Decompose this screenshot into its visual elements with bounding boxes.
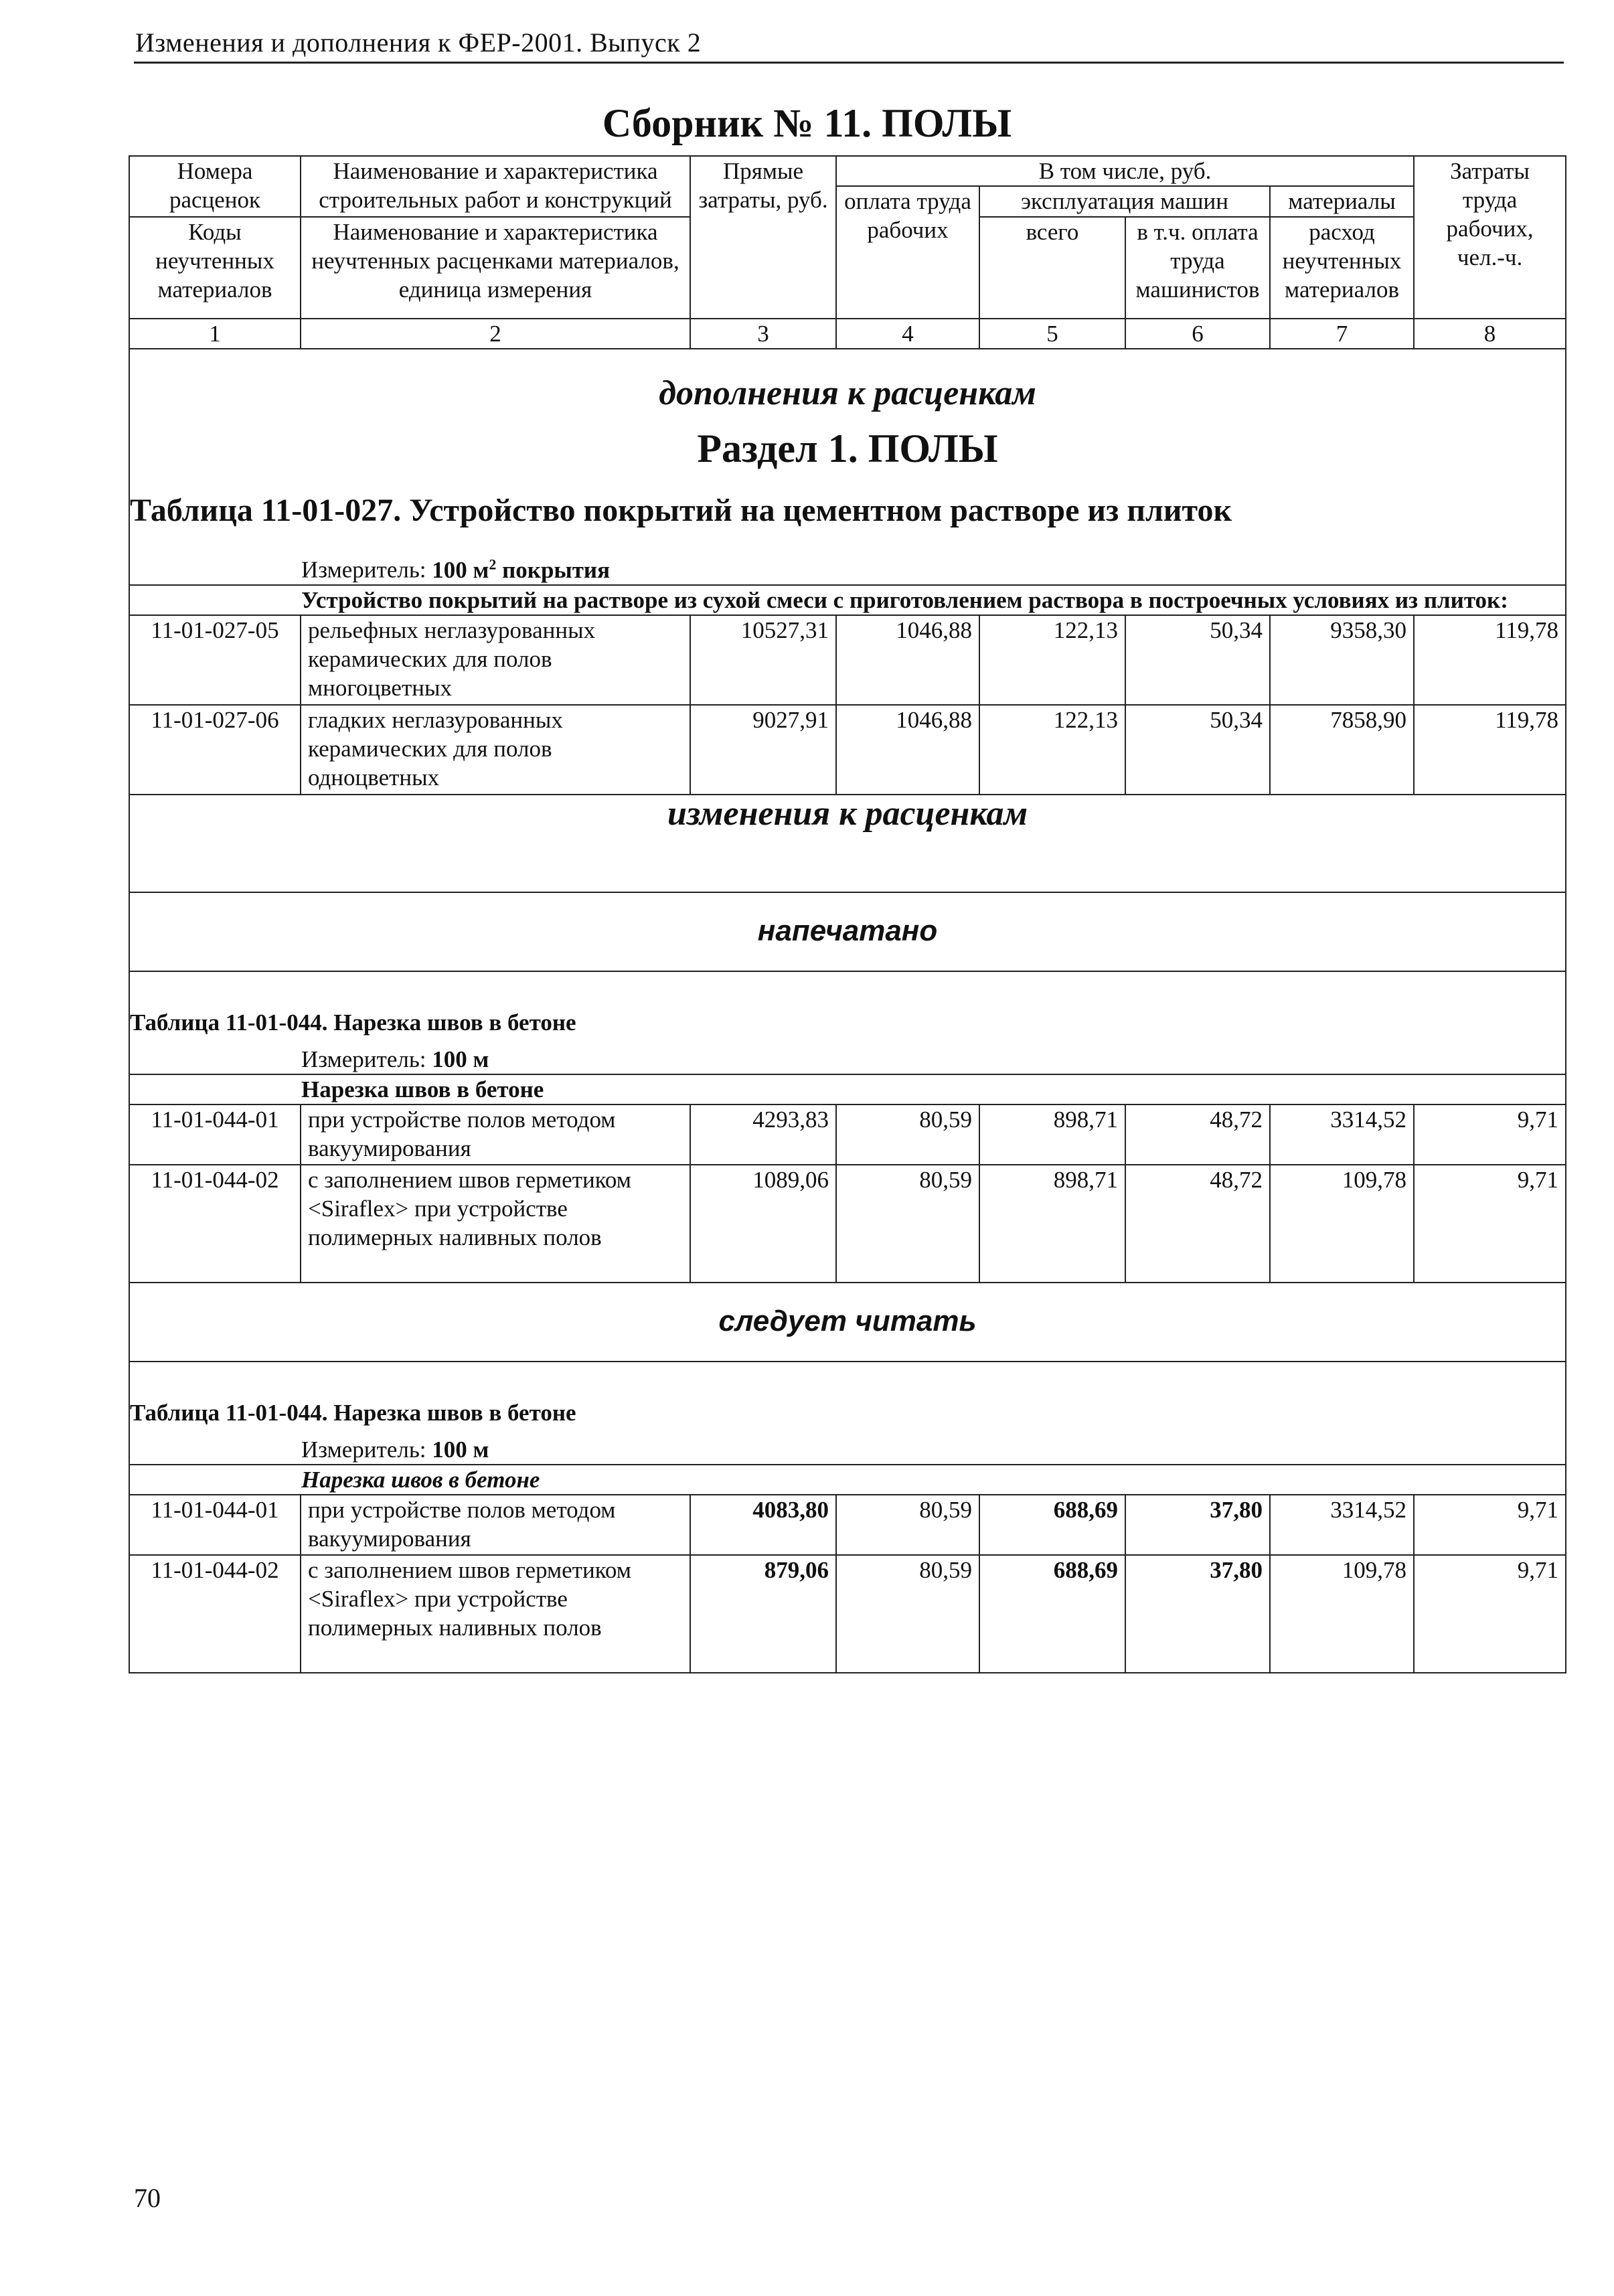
labor-cost: 80,59: [836, 1495, 979, 1555]
column-number-row: [129, 319, 1566, 349]
meter-prefix: Измеритель:: [301, 556, 432, 583]
column-number: 2: [301, 319, 690, 349]
direct-cost: 879,06: [690, 1555, 836, 1673]
meter-value: 100 м: [432, 1046, 489, 1072]
changes-band-cell: [129, 795, 1566, 892]
meter-cell: [129, 550, 1566, 585]
labor-cost: 1046,88: [836, 705, 979, 795]
column-number: 3: [690, 319, 836, 349]
meter-cell: [129, 1435, 1566, 1465]
col8-header: Затраты труда рабочих, чел.-ч.: [1414, 156, 1566, 319]
printed-band-cell: [129, 892, 1566, 971]
materials-cost: 3314,52: [1270, 1104, 1414, 1165]
corrected-table-title-row: [129, 1362, 1566, 1435]
materials-cost: 3314,52: [1270, 1495, 1414, 1555]
header-rule: [134, 62, 1564, 64]
rate-name: гладких неглазурованных керамических для полов одноцветных: [301, 705, 690, 795]
changes-band-row: [129, 795, 1566, 892]
column-number: 7: [1270, 319, 1414, 349]
machine-cost: 898,71: [979, 1104, 1125, 1165]
materials-cost: 9358,30: [1270, 615, 1414, 705]
meter-prefix: Измеритель:: [301, 1046, 432, 1072]
column-number: 8: [1414, 319, 1566, 349]
col6-header: в т.ч. оплата труда машинистов: [1125, 217, 1270, 319]
rate-code: 11-01-044-01: [129, 1104, 301, 1165]
direct-cost: 4293,83: [690, 1104, 836, 1165]
table-row: [129, 1555, 1566, 1673]
machine-cost: 688,69: [979, 1495, 1125, 1555]
meter-suffix: покрытия: [496, 556, 611, 583]
additions-header-row: [129, 349, 1566, 550]
running-header: Изменения и дополнения к ФЕР-2001. Выпуск 2: [135, 27, 702, 58]
col1-bottom-header: Коды неучтенных материалов: [129, 217, 301, 319]
machines-header: эксплуатация машин: [979, 186, 1270, 217]
machine-labor-cost: 37,80: [1125, 1495, 1270, 1555]
machine-labor-cost: 37,80: [1125, 1555, 1270, 1673]
rate-name: рельефных неглазурованных керамических для полов многоцветных: [301, 615, 690, 705]
direct-cost: 9027,91: [690, 705, 836, 795]
col2-top-header: Наименование и характеристика строительных работ и конструкций: [301, 156, 690, 217]
section-title: Раздел 1. ПОЛЫ: [697, 426, 998, 471]
table-row: [129, 615, 1566, 705]
read-band-row: [129, 1283, 1566, 1362]
column-number: 4: [836, 319, 979, 349]
machine-labor-cost: 50,34: [1125, 705, 1270, 795]
meter-row: [129, 1435, 1566, 1465]
machine-labor-cost: 48,72: [1125, 1165, 1270, 1283]
read-band: следует читать: [718, 1304, 977, 1337]
col2-bottom-header: Наименование и характеристика неучтенных расценками материалов, единица измерения: [301, 217, 690, 319]
labor-cost: 1046,88: [836, 615, 979, 705]
materials-cost: 7858,90: [1270, 705, 1414, 795]
printed-table-title-row: [129, 971, 1566, 1045]
labor-cost: 80,59: [836, 1555, 979, 1673]
rates-table: [129, 155, 1566, 1673]
rate-name: при устройстве полов методом вакуумирования: [301, 1104, 690, 1165]
group-row: [129, 585, 1566, 615]
machine-labor-cost: 50,34: [1125, 615, 1270, 705]
group-label: Устройство покрытий на растворе из сухой смеси с приготовлением раствора в построечных условиях из плиток:: [129, 585, 1566, 615]
column-number: 5: [979, 319, 1125, 349]
direct-cost: 10527,31: [690, 615, 836, 705]
collection-title: Сборник № 11. ПОЛЫ: [602, 101, 1012, 145]
col1-top-header: Номера расценок: [129, 156, 301, 217]
rate-code: 11-01-027-05: [129, 615, 301, 705]
col7-header: расход неучтенных материалов: [1270, 217, 1414, 319]
rate-code: 11-01-044-02: [129, 1165, 301, 1283]
table-row: [129, 1104, 1566, 1165]
labor-hours: 119,78: [1414, 615, 1566, 705]
rate-name: с заполнением швов герметиком <Siraflex> при устройстве полимерных наливных полов: [301, 1555, 690, 1673]
column-number: 6: [1125, 319, 1270, 349]
printed-band: напечатано: [757, 914, 938, 947]
col3-header: Прямые затраты, руб.: [690, 156, 836, 319]
col4-header: оплата труда рабочих: [836, 186, 979, 319]
machine-labor-cost: 48,72: [1125, 1104, 1270, 1165]
printed-table-title: Таблица 11-01-044. Нарезка швов в бетоне: [129, 971, 1566, 1045]
col5-header: всего: [979, 217, 1125, 319]
labor-hours: 9,71: [1414, 1165, 1566, 1283]
changes-band: изменения к расценкам: [667, 794, 1028, 833]
printed-band-row: [129, 892, 1566, 971]
materials-header: материалы: [1270, 186, 1414, 217]
group-label: Нарезка швов в бетоне: [129, 1465, 1566, 1495]
materials-cost: 109,78: [1270, 1555, 1414, 1673]
page-number: 70: [134, 2183, 161, 2213]
group-row: [129, 1074, 1566, 1104]
direct-cost: 1089,06: [690, 1165, 836, 1283]
rate-code: 11-01-027-06: [129, 705, 301, 795]
rate-name: с заполнением швов герметиком <Siraflex> при устройстве полимерных наливных полов: [301, 1165, 690, 1283]
labor-hours: 9,71: [1414, 1104, 1566, 1165]
rate-code: 11-01-044-01: [129, 1495, 301, 1555]
additions-band: дополнения к расценкам: [659, 374, 1036, 412]
meter-value: 100 м: [432, 1436, 489, 1463]
rate-name: при устройстве полов методом вакуумирования: [301, 1495, 690, 1555]
materials-cost: 109,78: [1270, 1165, 1414, 1283]
machine-cost: 688,69: [979, 1555, 1125, 1673]
read-band-cell: [129, 1283, 1566, 1362]
meter-row: [129, 1045, 1566, 1074]
meter-prefix: Измеритель:: [301, 1436, 432, 1463]
group-label: Нарезка швов в бетоне: [129, 1074, 1566, 1104]
labor-cost: 80,59: [836, 1104, 979, 1165]
corrected-table-title: Таблица 11-01-044. Нарезка швов в бетоне: [129, 1362, 1566, 1435]
table-row: [129, 1495, 1566, 1555]
table-row: [129, 705, 1566, 795]
including-header: В том числе, руб.: [836, 156, 1414, 186]
meter-cell: [129, 1045, 1566, 1074]
header-row-1: [129, 156, 1566, 186]
table-row: [129, 1165, 1566, 1283]
labor-hours: 9,71: [1414, 1495, 1566, 1555]
meter-row: [129, 550, 1566, 585]
rate-code: 11-01-044-02: [129, 1555, 301, 1673]
group-row: [129, 1465, 1566, 1495]
labor-hours: 119,78: [1414, 705, 1566, 795]
meter-value: 100 м: [432, 556, 489, 583]
additions-header-cell: [129, 349, 1566, 550]
table-title: Таблица 11-01-027. Устройство покрытий на цементном растворе из плиток: [130, 493, 1232, 528]
machine-cost: 122,13: [979, 705, 1125, 795]
column-number: 1: [129, 319, 301, 349]
meter-sup: 2: [489, 556, 497, 572]
direct-cost: 4083,80: [690, 1495, 836, 1555]
machine-cost: 898,71: [979, 1165, 1125, 1283]
labor-hours: 9,71: [1414, 1555, 1566, 1673]
labor-cost: 80,59: [836, 1165, 979, 1283]
machine-cost: 122,13: [979, 615, 1125, 705]
